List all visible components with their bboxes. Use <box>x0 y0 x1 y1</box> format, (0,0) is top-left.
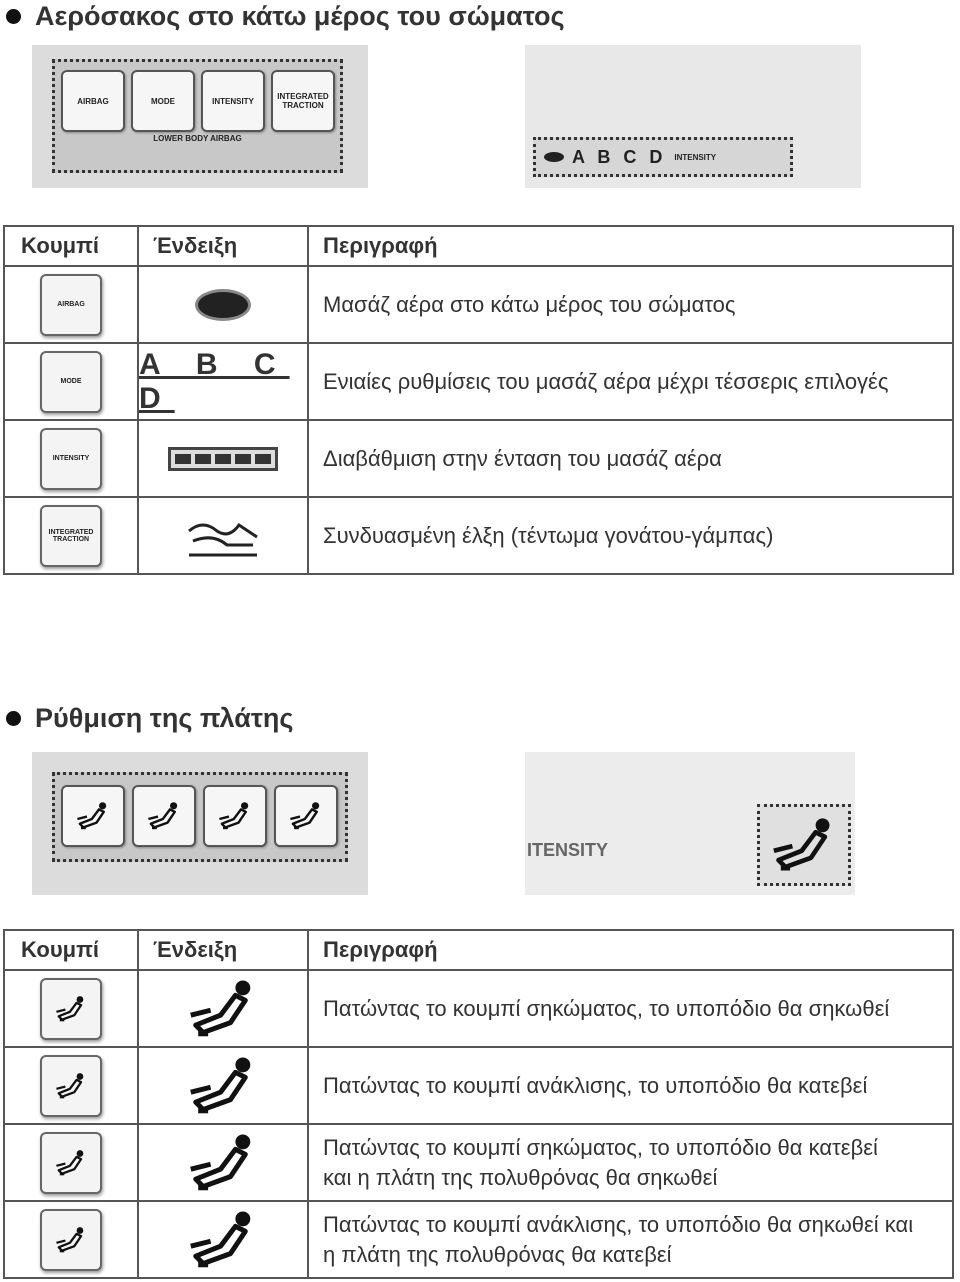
oval-icon <box>195 289 251 321</box>
lower-body-display-photo <box>525 45 861 188</box>
mode-panel-button: MODE <box>131 70 195 132</box>
row-description: Μασάζ αέρα στο κάτω μέρος του σώματος <box>308 266 953 343</box>
backrest-panel-button <box>61 785 125 847</box>
display-intensity-label: ITENSITY <box>527 840 609 860</box>
row-description: Διαβάθμιση στην ένταση του μασάζ αέρα <box>308 420 953 497</box>
backrest-button <box>40 1209 102 1271</box>
bullet-icon <box>6 9 21 24</box>
abcd-indicator: A B C D <box>139 347 290 415</box>
table-row <box>4 1047 953 1124</box>
table-row <box>4 420 953 497</box>
header-button: Κουμπί <box>4 930 138 970</box>
traction-icon <box>183 511 263 561</box>
bullet-icon <box>6 711 21 726</box>
header-indicator: Ένδειξη <box>138 930 308 970</box>
backrest-display <box>757 804 851 886</box>
table-row <box>4 1201 953 1278</box>
airbag-panel-button: AIRBAG <box>61 70 125 132</box>
header-description: Περιγραφή <box>308 930 953 970</box>
chair-icon <box>185 1055 261 1117</box>
table-row <box>4 343 953 420</box>
backrest-button <box>40 978 102 1040</box>
chair-icon <box>185 978 261 1040</box>
lower-body-panel-photo <box>32 45 368 188</box>
row-description: Συνδυασμένη έλξη (τέντωμα γονάτου-γάμπας) <box>308 497 953 574</box>
airbag-button: AIRBAG <box>40 274 102 336</box>
backrest-button <box>40 1132 102 1194</box>
table-row <box>4 497 953 574</box>
intensity-button: INTENSITY <box>40 428 102 490</box>
backrest-panel-photo <box>32 752 368 895</box>
section1-title <box>0 0 565 32</box>
backrest-panel-button <box>203 785 267 847</box>
backrest-display-photo <box>525 752 855 895</box>
letters-indicator: A B C D <box>572 146 667 167</box>
row-description: Πατώντας το κουμπί ανάκλισης, το υποπόδιο θα σηκωθεί και η πλάτη της πολυθρόνας θα κατεβεί <box>308 1201 953 1278</box>
intensity-bar-icon <box>168 447 278 471</box>
row-description: Ενιαίες ρυθμίσεις του μασάζ αέρα μέχρι τέσσερις επιλογές <box>308 343 953 420</box>
row-description: Πατώντας το κουμπί σηκώματος, το υποπόδιο θα σηκωθεί <box>308 970 953 1047</box>
row-description: Πατώντας το κουμπί σηκώματος, το υποπόδιο θα κατεβεί και η πλάτη της πολυθρόνας θα σηκωθεί <box>308 1124 953 1201</box>
chair-icon <box>185 1209 261 1271</box>
traction-panel-button: INTEGRATED TRACTION <box>271 70 335 132</box>
section2-title-text: Ρύθμιση της πλάτης <box>35 702 294 733</box>
section2-title <box>0 702 293 734</box>
chair-icon <box>769 816 839 874</box>
mode-button: MODE <box>40 351 102 413</box>
table-row <box>4 970 953 1047</box>
display-intensity-label: INTENSITY <box>674 152 717 162</box>
oval-indicator-icon <box>544 152 564 162</box>
header-indicator: Ένδειξη <box>138 226 308 266</box>
traction-button: INTEGRATED TRACTION <box>40 505 102 567</box>
section1-title-text: Αερόσακος στο κάτω μέρος του σώματος <box>35 0 565 31</box>
header-description: Περιγραφή <box>308 226 953 266</box>
table-row <box>4 266 953 343</box>
lower-body-display <box>533 137 793 177</box>
row-description: Πατώντας το κουμπί ανάκλισης, το υποπόδιο θα κατεβεί <box>308 1047 953 1124</box>
lower-body-panel <box>52 59 343 173</box>
section1-table <box>3 225 954 575</box>
chair-icon <box>185 1132 261 1194</box>
section2-table <box>3 929 954 1279</box>
backrest-panel <box>52 772 348 862</box>
header-button: Κουμπί <box>4 226 138 266</box>
backrest-button <box>40 1055 102 1117</box>
table-row <box>4 1124 953 1201</box>
panel-group-label: LOWER BODY AIRBAG <box>153 134 242 143</box>
backrest-panel-button <box>132 785 196 847</box>
backrest-panel-button <box>274 785 338 847</box>
intensity-panel-button: INTENSITY <box>201 70 265 132</box>
